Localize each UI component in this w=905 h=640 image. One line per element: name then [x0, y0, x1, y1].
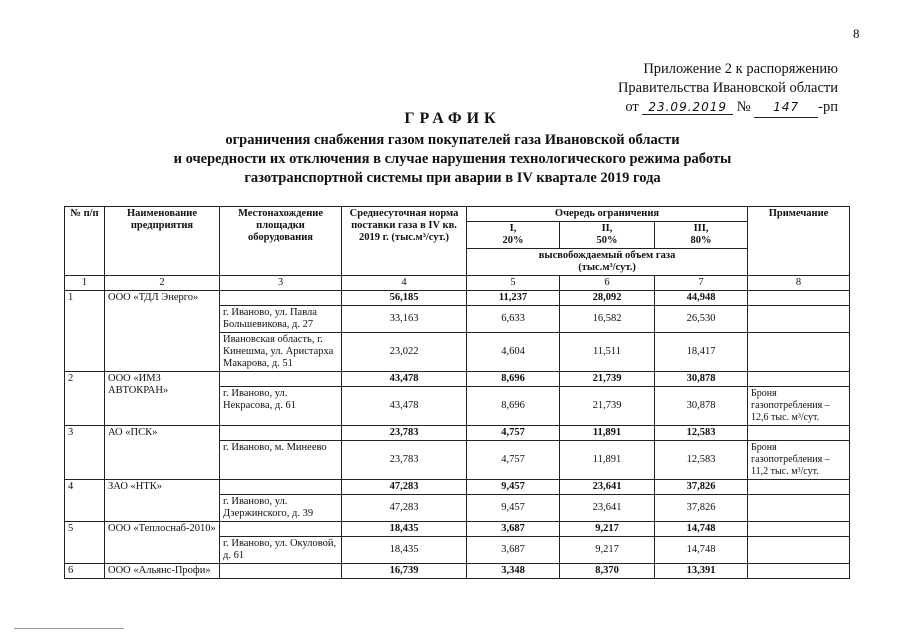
enterprise-total-row	[65, 372, 850, 387]
document-subtitle	[0, 131, 905, 188]
total-value: 14,748	[655, 522, 748, 537]
column-index-cell: 5	[467, 276, 560, 291]
site-value: 23,022	[342, 333, 467, 372]
site-value: 3,687	[467, 537, 560, 564]
total-value: 21,739	[560, 372, 655, 387]
header-note: Примечание	[748, 207, 850, 276]
header-queue: Очередь ограничения	[467, 207, 748, 222]
site-value: 37,826	[655, 495, 748, 522]
enterprise-name: ООО «Альянс-Профи»	[105, 564, 220, 579]
site-note: Броня газопотребления – 12,6 тыс. м³/сут.	[748, 387, 850, 426]
site-location: г. Иваново, ул. Павла Большевикова, д. 27	[220, 306, 342, 333]
subtitle-line-1: ограничения снабжения газом покупателей газа Ивановской области	[225, 132, 680, 148]
site-note: Броня газопотребления – 11,2 тыс. м³/сут.	[748, 441, 850, 480]
location-cell	[220, 564, 342, 579]
total-value: 9,457	[467, 480, 560, 495]
site-value: 23,641	[560, 495, 655, 522]
enterprise-total-row	[65, 426, 850, 441]
site-note	[748, 537, 850, 564]
site-value: 4,757	[467, 441, 560, 480]
total-value: 8,696	[467, 372, 560, 387]
row-number: 5	[65, 522, 105, 564]
page-number: 8	[853, 26, 860, 41]
site-value: 43,478	[342, 387, 467, 426]
note-cell	[748, 291, 850, 306]
enterprise-total-row	[65, 291, 850, 306]
column-index-cell: 2	[105, 276, 220, 291]
note-cell	[748, 480, 850, 495]
document-title: ГРАФИК	[404, 110, 501, 127]
column-index-cell: 8	[748, 276, 850, 291]
site-value: 12,583	[655, 441, 748, 480]
header-released: высвобождаемый объем газа (тыс.м³/сут.)	[467, 249, 748, 276]
row-number: 1	[65, 291, 105, 372]
enterprise-total-row	[65, 522, 850, 537]
total-value: 30,878	[655, 372, 748, 387]
subtitle-line-2: и очередности их отключения в случае нарушения технологического режима работы	[173, 151, 732, 167]
enterprise-name: АО «ПСК»	[105, 426, 220, 480]
from-label: от	[625, 99, 639, 115]
total-value: 28,092	[560, 291, 655, 306]
row-number: 3	[65, 426, 105, 480]
site-value: 9,217	[560, 537, 655, 564]
number-label: №	[736, 99, 751, 115]
header-location: Местонахождение площадки оборудования	[220, 207, 342, 276]
header-queue-1: I, 20%	[467, 222, 560, 249]
column-index-cell: 3	[220, 276, 342, 291]
enterprise-name: ЗАО «НТК»	[105, 480, 220, 522]
location-cell	[220, 291, 342, 306]
total-value: 16,739	[342, 564, 467, 579]
total-value: 37,826	[655, 480, 748, 495]
column-index-cell: 4	[342, 276, 467, 291]
total-value: 43,478	[342, 372, 467, 387]
row-number: 2	[65, 372, 105, 426]
site-value: 18,417	[655, 333, 748, 372]
signature-number: 147	[754, 98, 818, 118]
site-value: 11,891	[560, 441, 655, 480]
column-index-cell: 6	[560, 276, 655, 291]
total-value: 18,435	[342, 522, 467, 537]
site-value: 9,457	[467, 495, 560, 522]
column-index-cell: 7	[655, 276, 748, 291]
row-number: 4	[65, 480, 105, 522]
site-value: 11,511	[560, 333, 655, 372]
enterprise-name: ООО «Теплоснаб-2010»	[105, 522, 220, 564]
enterprise-total-row	[65, 480, 850, 495]
total-value: 44,948	[655, 291, 748, 306]
total-value: 3,348	[467, 564, 560, 579]
site-value: 6,633	[467, 306, 560, 333]
column-index-row	[65, 276, 850, 291]
location-cell	[220, 372, 342, 387]
header-enterprise: Наименование предприятия	[105, 207, 220, 276]
note-cell	[748, 564, 850, 579]
note-cell	[748, 426, 850, 441]
total-value: 23,641	[560, 480, 655, 495]
appendix-line-1: Приложение 2 к распоряжению	[643, 61, 838, 77]
total-value: 47,283	[342, 480, 467, 495]
total-value: 4,757	[467, 426, 560, 441]
subtitle-line-3: газотранспортной системы при аварии в IV квартале 2019 года	[244, 170, 661, 186]
schedule-table	[64, 206, 850, 579]
site-value: 4,604	[467, 333, 560, 372]
note-cell	[748, 372, 850, 387]
total-value: 56,185	[342, 291, 467, 306]
appendix-line-2: Правительства Ивановской области	[617, 80, 838, 96]
enterprise-name: ООО «ТДЛ Энерго»	[105, 291, 220, 372]
site-value: 18,435	[342, 537, 467, 564]
site-note	[748, 495, 850, 522]
location-cell	[220, 522, 342, 537]
location-cell	[220, 480, 342, 495]
site-location: г. Иваново, ул. Окуловой, д. 61	[220, 537, 342, 564]
header-queue-2: II, 50%	[560, 222, 655, 249]
site-value: 8,696	[467, 387, 560, 426]
location-cell	[220, 426, 342, 441]
site-value: 23,783	[342, 441, 467, 480]
header-no: № п/п	[65, 207, 105, 276]
site-value: 14,748	[655, 537, 748, 564]
column-index-cell: 1	[65, 276, 105, 291]
signature-date: 23.09.2019	[642, 100, 733, 115]
site-value: 30,878	[655, 387, 748, 426]
total-value: 11,891	[560, 426, 655, 441]
site-note	[748, 306, 850, 333]
total-value: 3,687	[467, 522, 560, 537]
site-value: 47,283	[342, 495, 467, 522]
site-location: г. Иваново, м. Минеево	[220, 441, 342, 480]
total-value: 13,391	[655, 564, 748, 579]
site-value: 33,163	[342, 306, 467, 333]
header-queue-3: III, 80%	[655, 222, 748, 249]
site-location: г. Иваново, ул. Некрасова, д. 61	[220, 387, 342, 426]
header-norm: Среднесуточная норма поставки газа в IV кв. 2019 г. (тыс.м³/сут.)	[342, 207, 467, 276]
number-suffix: -рп	[818, 99, 838, 115]
site-value: 21,739	[560, 387, 655, 426]
total-value: 11,237	[467, 291, 560, 306]
total-value: 8,370	[560, 564, 655, 579]
footer-rule	[14, 628, 124, 629]
site-location: г. Иваново, ул. Дзержинского, д. 39	[220, 495, 342, 522]
enterprise-name: ООО «ИМЗ АВТОКРАН»	[105, 372, 220, 426]
note-cell	[748, 522, 850, 537]
site-location: Ивановская область, г. Кинешма, ул. Аристарха Макарова, д. 51	[220, 333, 342, 372]
header-row-1	[65, 207, 850, 222]
enterprise-total-row	[65, 564, 850, 579]
site-value: 16,582	[560, 306, 655, 333]
total-value: 12,583	[655, 426, 748, 441]
site-note	[748, 333, 850, 372]
site-value: 26,530	[655, 306, 748, 333]
total-value: 9,217	[560, 522, 655, 537]
row-number: 6	[65, 564, 105, 579]
total-value: 23,783	[342, 426, 467, 441]
